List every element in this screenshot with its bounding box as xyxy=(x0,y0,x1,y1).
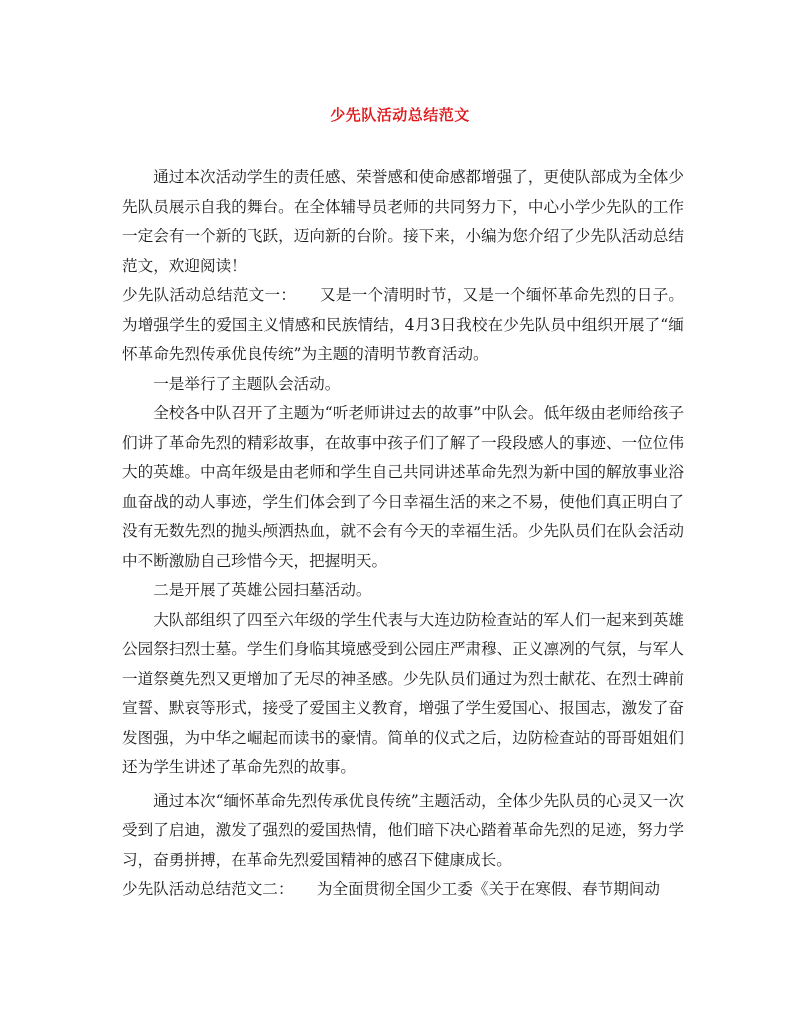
paragraph-tomb-sweeping: 大队部组织了四至六年级的学生代表与大连边防检查站的军人们一起来到英雄公园祭扫烈士墓。学生们身临其境感受到公园庄严肃穆、正义凛冽的气氛，与军人一道祭奠先烈又更增加了无尽的神圣感。少先队员们通过为烈士献花、在烈士碑前宣誓、默哀等形式，接受了爱国主义教育，增强了学生爱国心、报国志，激发了奋发图强，为中华之崛起而读书的豪情。简单的仪式之后，边防检查站的哥哥姐姐们还为学生讲述了革命先烈的故事。 xyxy=(122,610,684,776)
paragraph-sample-two: 少先队活动总结范文二： 为全面贯彻全国少工委《关于在寒假、春节期间动 xyxy=(122,880,660,898)
paragraph-conclusion: 通过本次“缅怀革命先烈传承优良传统”主题活动，全体少先队员的心灵又一次受到了启迪，激发了强烈的爱国热情，他们暗下决心踏着革命先烈的足迹，努力学习，奋勇拼搏，在革命先烈爱国精神的感召下健康成长。 xyxy=(122,791,684,869)
document-title: 少先队活动总结范文 xyxy=(330,106,470,124)
paragraph-point-one: 一是举行了主题队会活动。 xyxy=(153,374,341,393)
paragraph-point-two: 二是开展了英雄公园扫墓活动。 xyxy=(153,581,372,599)
paragraph-class-meeting: 全校各中队召开了主题为“听老师讲过去的故事”中队会。低年级由老师给孩子们讲了革命先烈的精彩故事，在故事中孩子们了解了一段段感人的事迹、一位位伟大的英雄。中高年级是由老师和学生自己共同讲述革命先烈为新中国的解放事业浴血奋战的动人事迹，学生们体会到了今日幸福生活的来之不易，使他们真正明白了没有无数先烈的抛头颅洒热血，就不会有今天的幸福生活。少先队员们在队会活动中不断激励自己珍惜今天，把握明天。 xyxy=(122,404,684,570)
paragraph-sample-one: 少先队活动总结范文一： 又是一个清明时节，又是一个缅怀革命先烈的日子。为增强学生的爱国主义情感和民族情结，4月3日我校在少先队员中组织开展了“缅怀革命先烈传承优良传统”为主题的清明节教育活动。 xyxy=(122,286,684,363)
paragraph-intro: 通过本次活动学生的责任感、荣誉感和使命感都增强了，更使队部成为全体少先队员展示自我的舞台。在全体辅导员老师的共同努力下，中心小学少先队的工作一定会有一个新的飞跃，迈向新的台阶。接下来，小编为您介绍了少先队活动总结范文，欢迎阅读！ xyxy=(122,168,684,275)
document-body xyxy=(122,163,684,905)
